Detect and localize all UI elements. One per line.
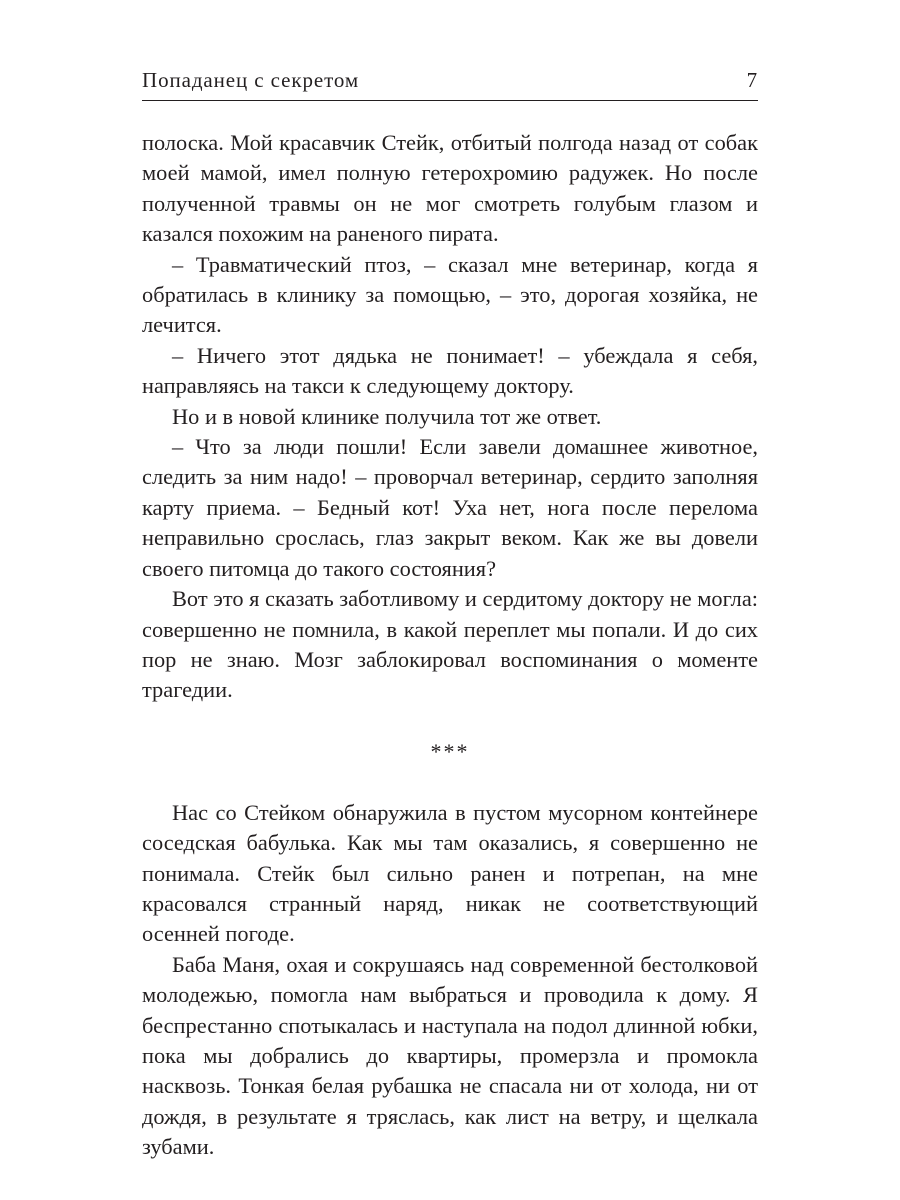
page-number: 7 bbox=[746, 68, 758, 92]
paragraph: – Травматический птоз, – сказал мне ветеринар, когда я обратилась в клинику за помощью, – это, дорогая хозяйка, не лечится. bbox=[142, 251, 758, 338]
running-title: Попаданец с секретом bbox=[142, 68, 360, 92]
paragraph: – Ничего этот дядька не понимает! – убеждала я себя, направляясь на такси к следующему доктору. bbox=[142, 342, 758, 399]
body-text bbox=[142, 128, 758, 1163]
paragraph: Баба Маня, охая и сокрушаясь над современной бестолковой молодежью, помогла нам выбраться и проводила к дому. Я беспрестанно спотыкалась и наступала на подол длинной юбки, пока мы добрались до квартиры, промерзла и промокла насквозь. Тонкая белая рубашка не спасала ни от холода, ни от дождя, в результате я тряслась, как лист на ветру, и щелкала зубами. bbox=[142, 951, 758, 1160]
section-break: *** bbox=[430, 738, 470, 764]
book-page bbox=[142, 0, 758, 1200]
paragraph: – Что за люди пошли! Если завели домашнее животное, следить за ним надо! – проворчал ветеринар, сердито заполняя карту приема. – Бедный кот! Уха нет, нога после перелома неправильно срослась, глаз закрыт веком. Как же вы довели своего питомца до такого состояния? bbox=[142, 434, 758, 581]
paragraph: Но и в новой клинике получила тот же ответ. bbox=[172, 403, 602, 429]
paragraph: Нас со Стейком обнаружила в пустом мусорном контейнере соседская бабулька. Как мы там оказались, я совершенно не понимала. Стейк был сильно ранен и потрепан, на мне красовался странный наряд, никак не соответствующий осенней погоде. bbox=[142, 799, 758, 947]
paragraph-continuation: полоска. Мой красавчик Стейк, отбитый полгода назад от собак моей мамой, имел полную гетерохромию радужек. Но после полученной травмы он не мог смотреть голубым глазом и казался похожим на раненого пирата. bbox=[142, 130, 758, 247]
paragraph: Вот это я сказать заботливому и сердитому доктору не могла: совершенно не помнила, в какой переплет мы попали. И до сих пор не знаю. Мозг заблокировал воспоминания о моменте трагедии. bbox=[142, 586, 758, 703]
running-head bbox=[142, 66, 758, 101]
